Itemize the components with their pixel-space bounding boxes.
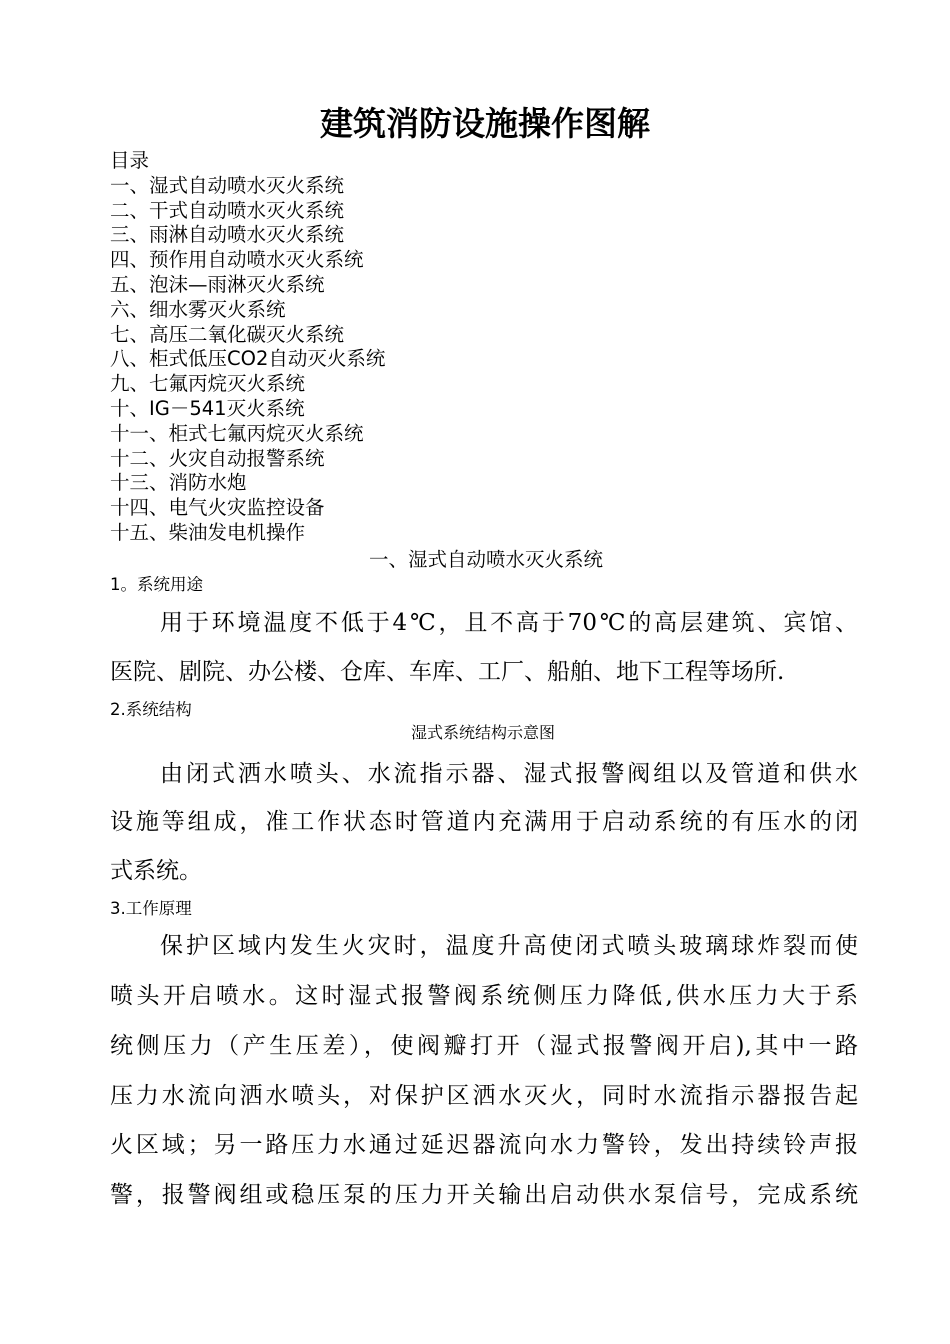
paragraph-line: 压力水流向洒水喷头，对保护区洒水灭火，同时水流指示器报告起 <box>110 1083 858 1109</box>
usage-subheading: 1。系统用途 <box>110 575 203 594</box>
toc-heading: 目录 <box>110 149 150 172</box>
toc-item: 五、泡沫—雨淋灭火系统 <box>110 272 325 296</box>
paragraph-line: 设施等组成，准工作状态时管道内充满用于启动系统的有压水的闭 <box>110 809 858 835</box>
toc-item: 八、柜式低压CO2自动灭火系统 <box>110 347 386 371</box>
toc-item: 十一、柜式七氟丙烷灭火系统 <box>110 421 364 445</box>
figure-caption: 湿式系统结构示意图 <box>410 723 555 742</box>
toc-item: 十三、消防水炮 <box>110 471 247 495</box>
toc-item: 九、七氟丙烷灭火系统 <box>110 372 306 396</box>
paragraph-line: 式系统。 <box>110 858 202 884</box>
toc-item: 二、干式自动喷水灭火系统 <box>110 198 345 222</box>
paragraph-line: 警，报警阀组或稳压泵的压力开关输出启动供水泵信号，完成系统 <box>110 1182 858 1208</box>
toc-item: 十四、电气火灾监控设备 <box>110 496 325 520</box>
paragraph-line: 医院、剧院、办公楼、仓库、车库、工厂、船舶、地下工程等场所. <box>110 659 785 685</box>
toc-item: 三、雨淋自动喷水灭火系统 <box>110 223 345 247</box>
paragraph-line: 保护区域内发生火灾时，温度升高使闭式喷头玻璃球炸裂而使 <box>160 933 858 959</box>
toc-item: 十二、火灾自动报警系统 <box>110 446 325 470</box>
principle-subheading: 3.工作原理 <box>110 899 192 918</box>
paragraph-line: 用于环境温度不低于4℃，且不高于70℃的高层建筑、宾馆、 <box>160 610 858 636</box>
document-title: 建筑消防设施操作图解 <box>320 104 650 143</box>
paragraph-line: 火区域；另一路压力水通过延迟器流向水力警铃，发出持续铃声报 <box>110 1132 858 1158</box>
structure-subheading: 2.系统结构 <box>110 700 192 719</box>
paragraph-line: 喷头开启喷水。这时湿式报警阀系统侧压力降低,供水压力大于系 <box>110 983 858 1009</box>
toc-item: 四、预作用自动喷水灭火系统 <box>110 248 364 272</box>
toc-item: 六、细水雾灭火系统 <box>110 297 286 321</box>
section-heading: 一、湿式自动喷水灭火系统 <box>368 548 603 571</box>
toc-item: 十、IG－541灭火系统 <box>110 396 305 420</box>
toc-item: 一、湿式自动喷水灭火系统 <box>110 173 345 197</box>
toc-item: 七、高压二氧化碳灭火系统 <box>110 322 345 346</box>
table-of-contents <box>110 149 385 546</box>
paragraph-line: 由闭式洒水喷头、水流指示器、湿式报警阀组以及管道和供水 <box>160 761 858 787</box>
toc-item: 十五、柴油发电机操作 <box>110 520 306 544</box>
paragraph-line: 统侧压力（产生压差），使阀瓣打开（湿式报警阀开启),其中一路 <box>110 1033 858 1059</box>
